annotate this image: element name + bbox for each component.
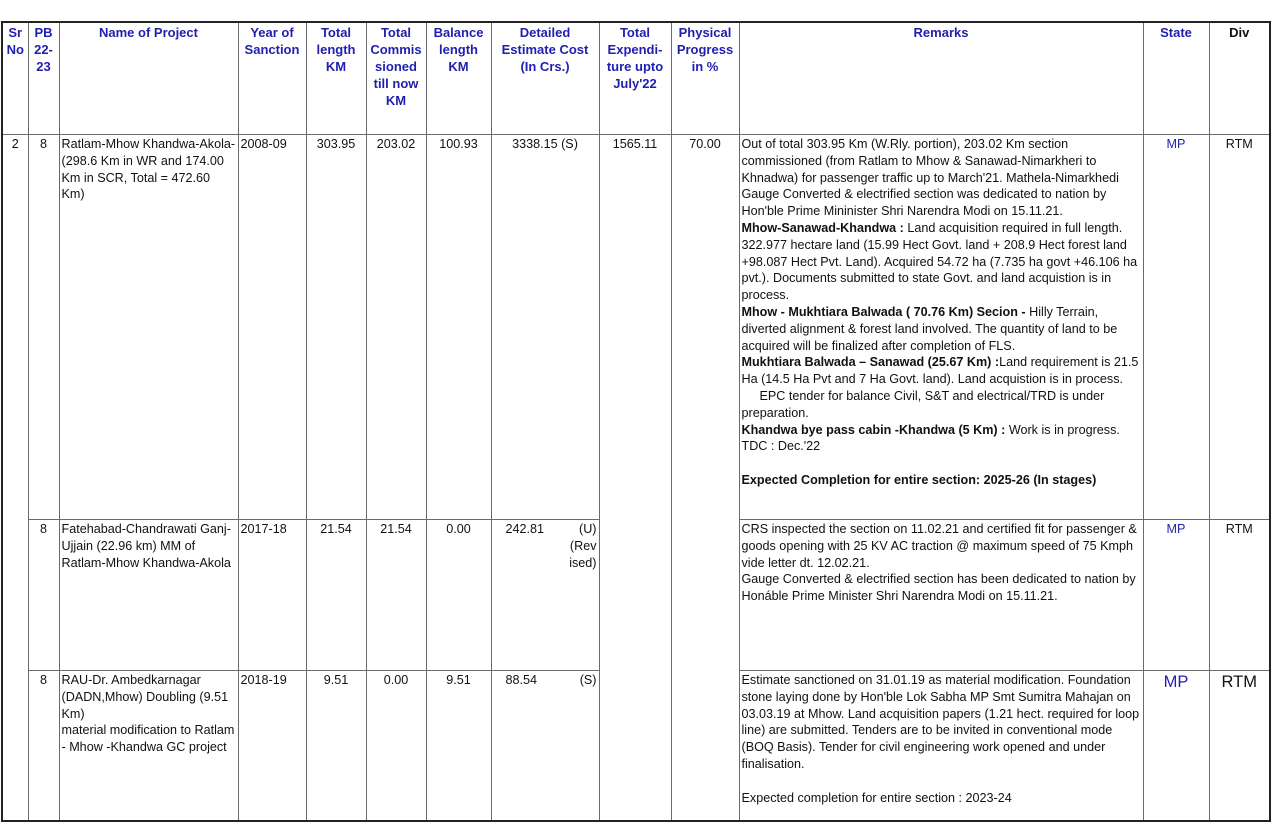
- header-physical-progress: Physical Progress in %: [671, 22, 739, 135]
- expected-completion: Expected completion for entire section : 2023-24: [741, 790, 1012, 805]
- estimate-value: 3338.15: [512, 137, 558, 151]
- year-cell: 2018-19: [238, 671, 306, 822]
- remarks-paragraph: EPC tender for balance Civil, S&T and electrical/TRD is under preparation.: [741, 388, 1105, 420]
- pb-cell: 8: [28, 135, 59, 520]
- header-project-name: Name of Project: [59, 22, 238, 135]
- header-sr-no: Sr No: [2, 22, 28, 135]
- remarks-paragraph: [742, 304, 1141, 354]
- remarks-paragraph: Out of total 303.95 Km (W.Rly. portion), 203.02 Km section commissioned (from Ratlam to Mhow & Sanawad-Nimarkheri to Khnadwa) for passenger traffic up to March'21. Mathela-Nimarkhedi Gauge Converted & electrified section was dedicated to nation by Hon'ble Prime Mininister Shri Narendra Modi on 15.11.21.: [741, 137, 1119, 219]
- expected-completion: Expected Completion for entire section: 2025-26 (In stages): [741, 472, 1097, 487]
- total-length-cell: 303.95: [306, 135, 366, 520]
- section-title: Mukhtiara Balwada – Sanawad (25.67 Km) :: [741, 355, 1000, 370]
- total-length-cell: 9.51: [306, 671, 366, 822]
- header-year-of-sanction: Year of Sanction: [238, 22, 306, 135]
- pb-cell: 8: [28, 520, 59, 671]
- balance-length-cell: 0.00: [426, 520, 491, 671]
- div-cell: RTM: [1209, 520, 1270, 671]
- remarks-paragraph: [742, 354, 1141, 388]
- div-cell: RTM: [1209, 135, 1270, 520]
- estimate-cost-cell: [491, 520, 599, 671]
- balance-length-cell: 9.51: [426, 671, 491, 822]
- spacer: [742, 455, 1141, 472]
- project-name-line: RAU-Dr. Ambedkarnagar (DADN,Mhow) Doubling (9.51 Km): [61, 673, 229, 721]
- commissioned-cell: 21.54: [366, 520, 426, 671]
- project-name-cell: Fatehabad-Chandrawati Ganj-Ujjain (22.96 km) MM of Ratlam-Mhow Khandwa-Akola: [59, 520, 238, 671]
- commissioned-cell: 0.00: [366, 671, 426, 822]
- remarks-paragraph: Gauge Converted & electrified section has been dedicated to nation by Honáble Prime Minister Shri Narendra Modi on 15.11.21.: [741, 572, 1136, 604]
- year-cell: 2017-18: [238, 520, 306, 671]
- estimate-tag: (U) (Rev ised): [569, 522, 597, 570]
- year-cell: 2008-09: [238, 135, 306, 520]
- estimate-cost-cell: [491, 135, 599, 520]
- state-cell: MP: [1143, 135, 1209, 520]
- estimate-tag: (S): [561, 137, 578, 151]
- remarks-cell: [739, 520, 1143, 671]
- project-name-cell: Ratlam-Mhow Khandwa-Akola- (298.6 Km in WR and 174.00 Km in SCR, Total = 472.60 Km): [59, 135, 238, 520]
- project-status-table: [1, 21, 1271, 822]
- expenditure-cell: 1565.11: [599, 135, 671, 822]
- header-pb: PB 22-23: [28, 22, 59, 135]
- physical-progress-cell: 70.00: [671, 135, 739, 822]
- remarks-cell: [739, 135, 1143, 520]
- state-cell: MP: [1143, 520, 1209, 671]
- estimate-cost-cell: [491, 671, 599, 822]
- total-length-cell: 21.54: [306, 520, 366, 671]
- header-div: Div: [1209, 22, 1270, 135]
- pb-cell: 8: [28, 671, 59, 822]
- estimate-value: 88.54: [505, 673, 538, 687]
- section-text: Land acquisition required in full length. 322.977 hectare land (15.99 Hect Govt. land + 208.9 Hect forest land +98.087 Hect Pvt. Land). Acquired 54.72 ha (7.735 ha govt +46.106 ha pvt.). Documents submitted to state Govt. and land acquistion is in process.: [741, 220, 1138, 303]
- section-title: Mhow - Mukhtiara Balwada ( 70.76 Km) Secion -: [741, 304, 1026, 319]
- project-name-line: material modification to Ratlam - Mhow -Khandwa GC project: [61, 723, 235, 755]
- sr-no-cell: 2: [2, 135, 28, 822]
- header-state: State: [1143, 22, 1209, 135]
- remarks-paragraph: [742, 422, 1141, 456]
- remarks-paragraph: CRS inspected the section on 11.02.21 and certified fit for passenger & goods opening with 25 KV AC traction @ maximum speed of 75 Kmph vide letter dt. 12.02.21.: [741, 522, 1137, 570]
- div-cell: RTM: [1209, 671, 1270, 822]
- balance-length-cell: 100.93: [426, 135, 491, 520]
- spacer: [742, 773, 1141, 790]
- header-remarks: Remarks: [739, 22, 1143, 135]
- header-estimate-cost: Detailed Estimate Cost (In Crs.): [491, 22, 599, 135]
- header-balance-length: Balance length KM: [426, 22, 491, 135]
- table-row: [2, 135, 1270, 520]
- header-total-length: Total length KM: [306, 22, 366, 135]
- estimate-value: 242.81: [505, 522, 545, 536]
- header-row: [2, 22, 1270, 135]
- section-text: Work is in progress. TDC : Dec.'22: [741, 422, 1120, 454]
- section-title: Khandwa bye pass cabin -Khandwa (5 Km) :: [741, 422, 1006, 437]
- header-commissioned: Total Commis sioned till now KM: [366, 22, 426, 135]
- remarks-paragraph: [742, 220, 1141, 304]
- estimate-tag: (S): [579, 673, 597, 687]
- header-expenditure: Total Expendi- ture upto July'22: [599, 22, 671, 135]
- project-name-cell: [59, 671, 238, 822]
- section-title: Mhow-Sanawad-Khandwa :: [741, 220, 904, 235]
- state-cell: MP: [1143, 671, 1209, 822]
- remarks-paragraph: Estimate sanctioned on 31.01.19 as material modification. Foundation stone laying done by Hon'ble Lok Sabha MP Smt Sumitra Mahajan on 03.03.19 at Mhow. Land acquisition papers (1.21 hect. required for loop line) are submitted. Tenders are to be invited in conventional mode (BOQ Basis). Tender for civil engineering work opened and under finalisation.: [741, 673, 1140, 771]
- section-text: Land requirement is 21.5 Ha (14.5 Ha Pvt and 7 Ha Govt. land). Land acquistion is in process.: [741, 355, 1139, 387]
- section-text: Hilly Terrain, diverted alignment & forest land involved. The quantity of land to be acquired will be finalized after completion of FLS.: [741, 304, 1118, 353]
- commissioned-cell: 203.02: [366, 135, 426, 520]
- remarks-cell: [739, 671, 1143, 822]
